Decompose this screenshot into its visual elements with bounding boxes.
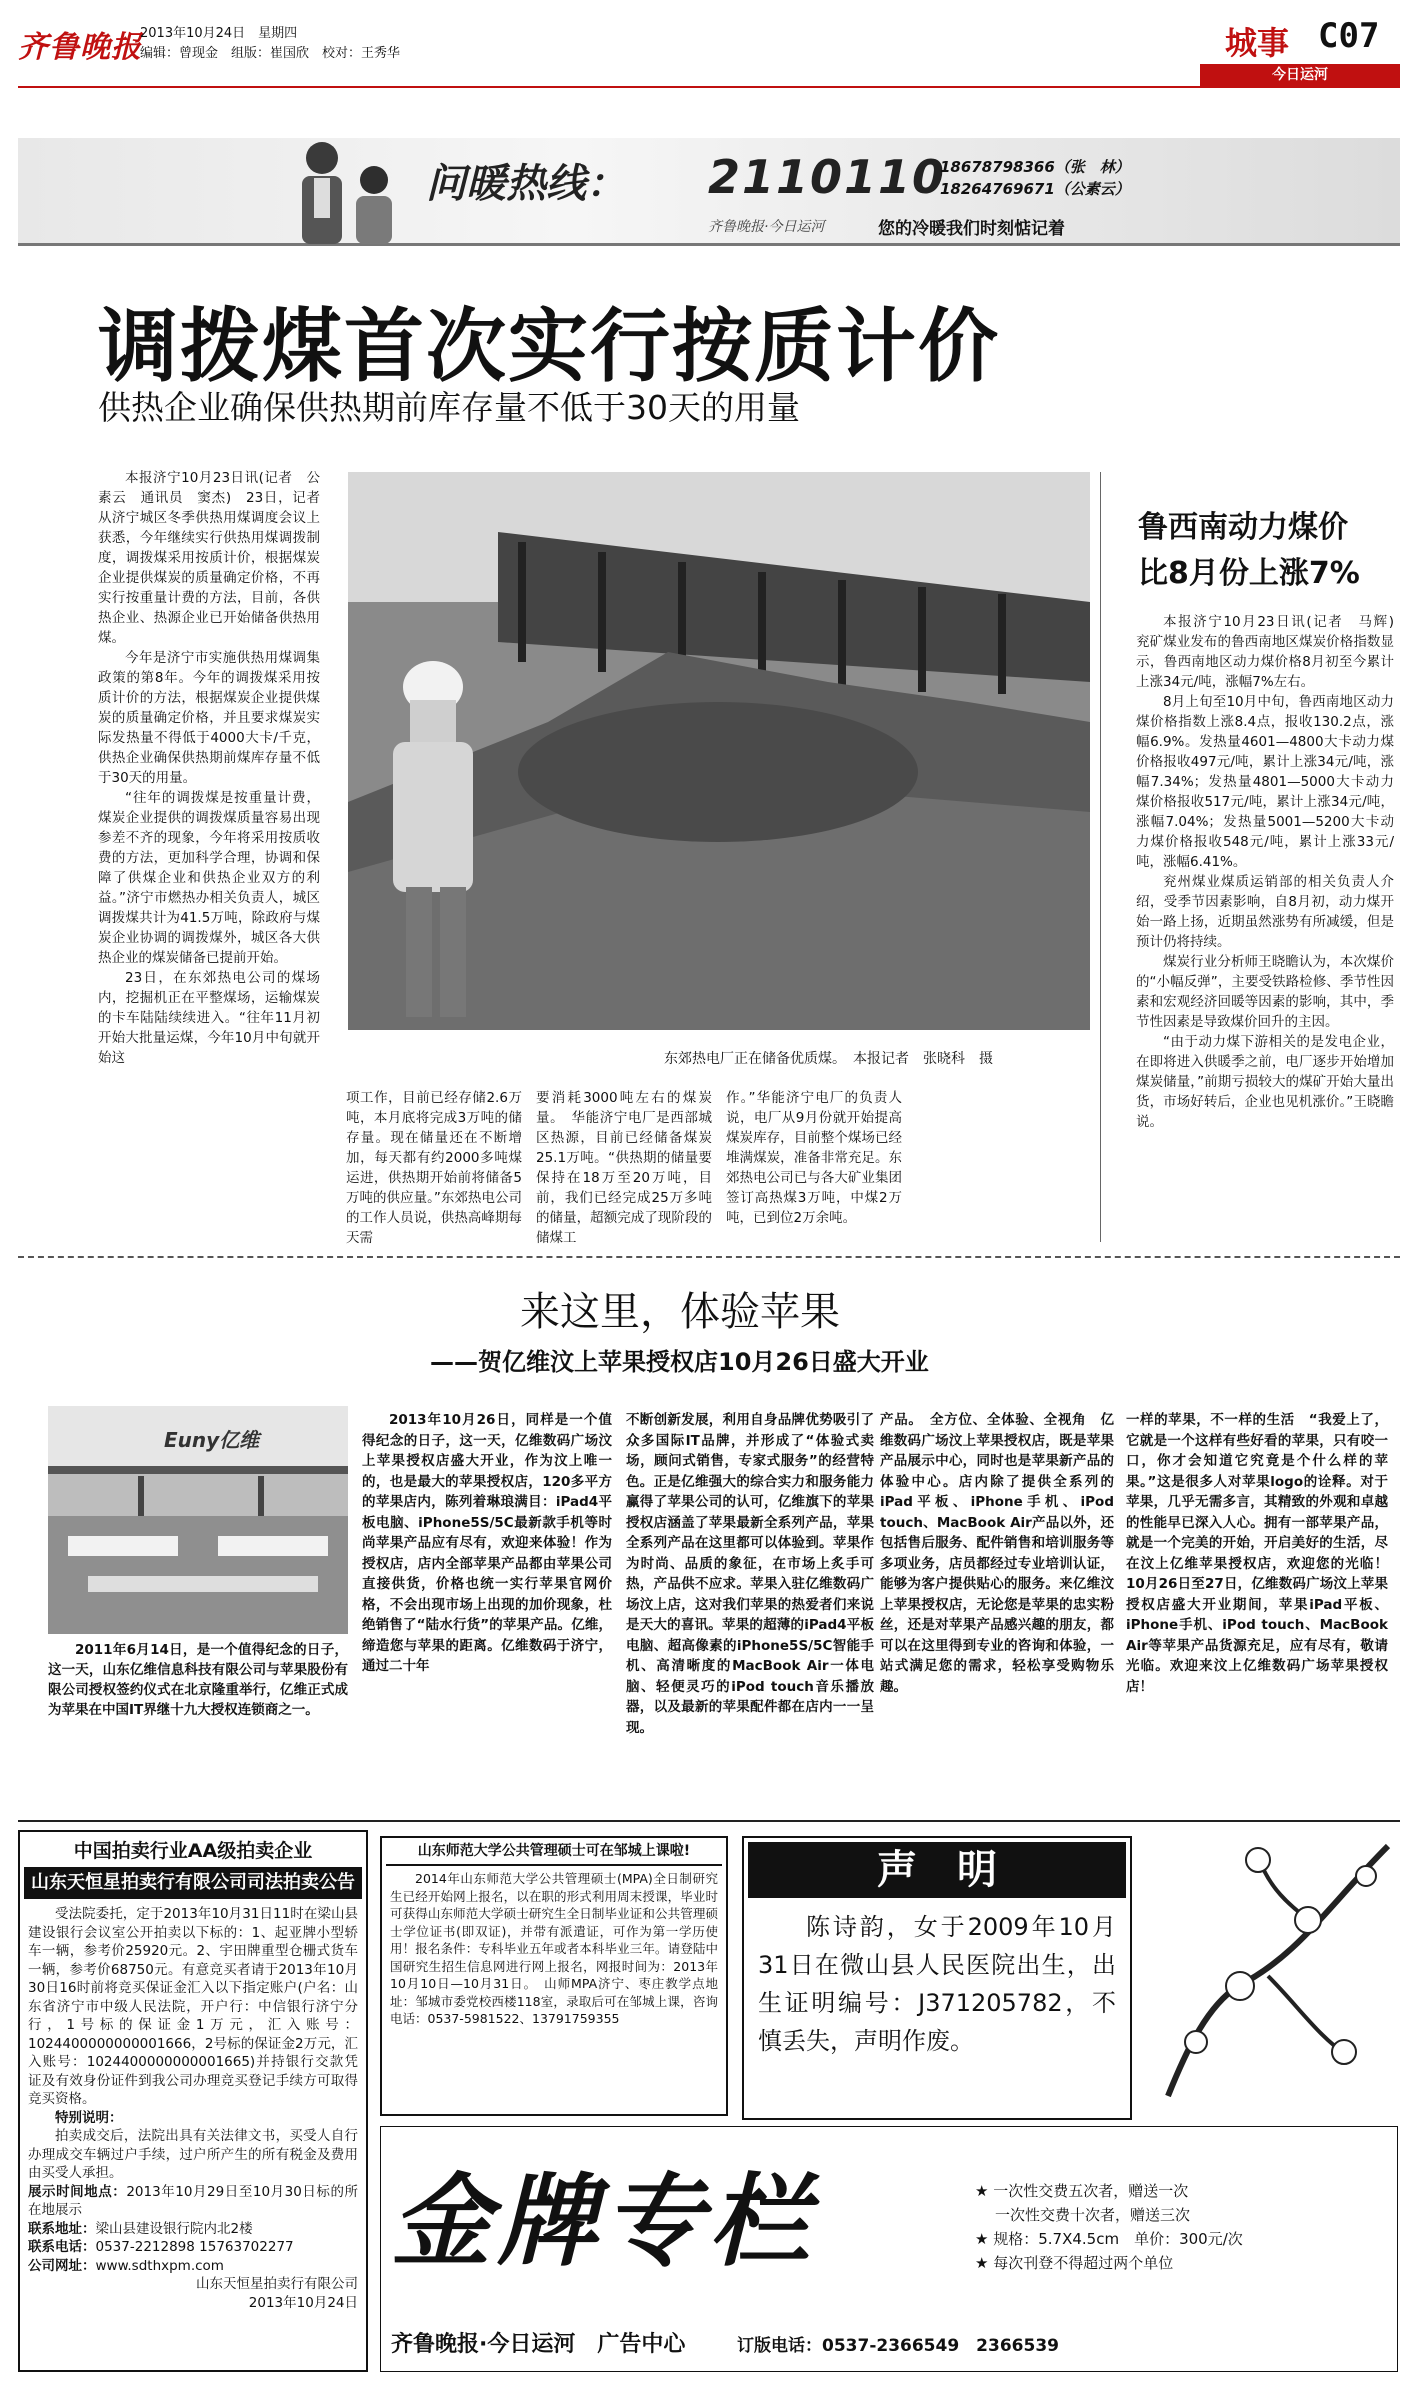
main-article-p1: 本报济宁10月23日讯(记者 公素云 通讯员 窦杰) 23日，记者从济宁城区冬季供热用煤调度会议上获悉，今年继续实行供热用煤调拨制度，调拨煤采用按质计价，根据煤炭企业提供煤炭的质量确定价格，不再实行按重量计费的方法，目前，各供热企业、热源企业已开始储备供热用煤。 (98, 470, 320, 646)
sub-section-label: 今日运河 (1272, 67, 1328, 83)
reporters-photo (276, 132, 416, 244)
masthead-rule (18, 86, 1400, 88)
apple-ad-col2: 不断创新发展，利用自身品牌优势吸引了众多国际IT品牌，并形成了“体验式卖场，顾问式销售，专家式服务”的经营特色。正是亿维强大的综合实力和服务能力赢得了苹果公司的认可，亿维旗下的苹果授权店涵盖了苹果最新全系列产品，苹果全系列产品在这里都可以体验到。苹果作为时尚、品质的象征，在市场上炙手可热，产品供不应求。苹果入驻亿维数码广场汶上店，这对我们苹果的热爱者们来说是天大的喜讯。苹果的超薄的iPad4平板电脑、超高像素的iPhone5S/5C智能手机、高清晰度的MacBook Air一体电脑、轻便灵巧的iPod touch音乐播放器，以及最新的苹果配件都在店内一一呈现。 (626, 1412, 874, 1736)
hotline-title: 问暖热线： (426, 161, 626, 207)
mpa-box (380, 1836, 728, 2116)
mpa-title: 山东师范大学公共管理硕士可在邹城上课啦! (386, 1838, 722, 1866)
section-divider-1 (18, 1256, 1400, 1258)
notice-title: 声 明 (748, 1842, 1126, 1898)
section-name: 城事 (1225, 24, 1290, 62)
auction-sign-date: 2013年10月24日 (248, 2294, 358, 2311)
main-headline: 调拨煤首次实行按质计价 (98, 300, 1000, 393)
side-article-p5: “由于动力煤下游相关的是发电企业，在即将进入供暖季之前，电厂逐步开始增加煤炭储量，”前期亏损较大的煤矿开始大量出货，市场好转后，企业也见机涨价。”王晓瞻说。 (1136, 1034, 1394, 1130)
auction-show: 2013年10月29日至10月30日标的所在地展示 (28, 2183, 358, 2218)
apple-ad-title: 来这里，体验苹果 (520, 1289, 840, 1335)
auction-body: 受法院委托，定于2013年10月31日11时在梁山县建设银行会议室公开拍卖以下标的：1、起亚牌小型轿车一辆，参考价25920元。2、宇田牌重型仓栅式货车一辆，参考价68750元。有意竞买者请于2013年10月30日16时前将竞买保证金汇入以下指定账户(户名：山东省济宁市中级人民法院，开户行：中信银行济宁分行，1号标的保证金1万元，汇入账号：1024400000000001666，2号标的保证金2万元，汇入账号：1024400000000001665)并持银行交款凭证及有效身份证件到我公司办理竞买登记手续方可取得竞买资格。 (28, 1906, 358, 2107)
main-article-col1 (98, 468, 320, 1068)
auction-sign: 山东天恒星拍卖行有限公司 (196, 2276, 358, 2292)
star-icon: ★ (975, 2230, 994, 2248)
coal-yard-photo (348, 472, 1090, 1030)
main-article-p3: “往年的调拨煤是按重量计费，煤炭企业提供的调拨煤质量容易出现参差不齐的现象，今年将采用按质收费的方法，更加科学合理，协调和保障了供煤企业和供热企业双方的利益。”济宁市燃热办相关负责人，城区调拨煤共计为41.5万吨，除政府与煤炭企业协调的调拨煤外，城区各大供热企业的煤炭储备已提前开始。 (98, 790, 320, 966)
gold-ad-footer: 齐鲁晚报·今日运河 广告中心 (391, 2332, 686, 2357)
auction-web-label: 公司网址： (28, 2257, 96, 2274)
plum-blossom-decoration (1148, 1836, 1398, 2116)
page-number: C07 (1318, 16, 1380, 56)
notice-box (742, 1836, 1132, 2120)
mpa-body: 2014年山东师范大学公共管理硕士(MPA)全日制研究生已经开始网上报名，以在职的形式利用周末授课，毕业时可获得山东师范大学硕士研究生全日制毕业证和公共管理硕士学位证书(即双证)，并带有派遣证，可作为第一学历使用！报名条件：专科毕业五年或者本科毕业三年。请登陆中国研究生招生信息网进行网上报名，网报时间为：2013年10月10日—10月31日。 山师MPA济宁、枣庄教学点地址：邹城市委党校西楼118室，录取后可在邹城上课，咨询电话：0537-5981522、13791759355 (390, 1871, 718, 2026)
auction-box (18, 1830, 368, 2372)
store-sign: Euny亿维 (164, 1428, 260, 1452)
gold-ad-item: 一次性交费十次者，赠送三次 (995, 2206, 1191, 2224)
auction-special-label: 特别说明： (55, 2109, 123, 2126)
main-article-col4: 作。”华能济宁电厂的负责人说，电厂从9月份就开始提高煤炭库存，目前整个煤场已经堆满煤炭，准备非常充足。东郊热电公司已与各大矿业集团签订高热煤3万吨，中煤2万吨，已到位2万余吨。 (726, 1090, 902, 1226)
star-icon: ★ (975, 2254, 994, 2272)
side-rule (1100, 472, 1101, 1242)
sub-section-tab (1200, 64, 1400, 86)
gold-ad-item: ★ 规格：5.7X4.5cm 单价：300元/次 (975, 2230, 1243, 2248)
auction-tel-label: 联系电话： (28, 2239, 96, 2255)
newspaper-logo: 齐鲁晚报 (18, 30, 142, 65)
auction-special: 拍卖成交后，法院出具有关法律文书，买受人自行办理成交车辆过户手续，过户所产生的所有税金及费用由买受人承担。 (28, 2128, 358, 2181)
hotline-brand: 齐鲁晚报·今日运河 (708, 219, 825, 235)
apple-ad-col1: 2013年10月26日，同样是一个值得纪念的日子，这一天，亿维数码广场汶上苹果授权店盛大开业，作为汶上唯一的，也是最大的苹果授权店，120多平方的苹果店内，陈列着琳琅满目：iPad4平板电脑、iPhone5S/5C最新款手机等时尚苹果产品应有尽有，欢迎来体验！作为授权店，店内全部苹果产品都由苹果公司直接供货，价格也统一实行苹果官网价格，不会出现市场上出现的加价现象，杜绝销售了“陆水行货”的苹果产品。亿维，缔造您与苹果的距离。亿维数码于济宁，通过二十年 (362, 1412, 612, 1674)
gold-ad-item: ★ 一次性交费五次者，赠送一次 (975, 2182, 1189, 2200)
auction-web[interactable]: www.sdthxpm.com (95, 2257, 224, 2274)
photo-caption: 东郊热电厂正在储备优质煤。 本报记者 张晓科 摄 (664, 1051, 993, 1067)
auction-show-label: 展示时间地点： (28, 2183, 127, 2200)
auction-tel: 0537-2212898 15763702277 (95, 2239, 294, 2255)
hotline-contact-2: 18264769671（公素云） (940, 180, 1130, 198)
side-article-p4: 煤炭行业分析师王晓瞻认为，本次煤价的“小幅反弹”，主要受铁路检修、季节性因素和宏观经济回暖等因素的影响，其中，季节性因素是导致煤价回升的主因。 (1136, 954, 1394, 1030)
main-article-p2: 今年是济宁市实施供热用煤调集政策的第8年。今年的调拨煤采用按质计价的方法，根据煤炭企业提供煤炭的质量确定价格，并且要求煤炭实际发热量不得低于4000大卡/千克，供热企业确保供热期前煤库存量不低于30天的用量。 (98, 650, 320, 786)
gold-ad-item-list (975, 2179, 1375, 2275)
side-article-p2: 8月上旬至10月中旬，鲁西南地区动力煤价格指数上涨8.4点，报收130.2点，涨幅6.9%。发热量4601—4800大卡动力煤价格报收497元/吨，累计上涨34元/吨，涨幅7.34%；发热量4801—5000大卡动力煤价格报收517元/吨，累计上涨34元/吨，涨幅7.04%；发热量5001—5200大卡动力煤价格报收548元/吨，累计上涨33元/吨，涨幅6.41%。 (1136, 694, 1394, 870)
main-article-col2: 项工作，目前已经存储2.6万吨，本月底将完成3万吨的储存量。现在储量还在不断增加，每天都有约2000多吨煤运进，供热期开始前将储备5万吨的供应量。”东郊热电公司的工作人员说，供热高峰期每天需 (346, 1090, 522, 1246)
hotline-banner (18, 138, 1400, 246)
side-article-body (1136, 612, 1408, 1132)
side-article-p1: 本报济宁10月23日讯(记者 马辉) 兖矿煤业发布的鲁西南地区煤炭价格指数显示，鲁西南地区动力煤价格8月初至今累计上涨34元/吨，涨幅7%左右。 (1136, 614, 1408, 690)
star-icon: ★ (975, 2182, 994, 2200)
side-headline-2: 比8月份上涨7% (1138, 556, 1360, 591)
hotline-contact-1: 18678798366（张 林） (940, 158, 1130, 176)
section-divider-2 (18, 1820, 1400, 1822)
auction-header: 中国拍卖行业AA级拍卖企业 (73, 1840, 313, 1862)
gold-ad-title: 金牌专栏 (391, 2162, 815, 2280)
hotline-slogan: 您的冷暖我们时刻惦记着 (878, 219, 1065, 239)
auction-title: 山东天恒星拍卖行有限公司司法拍卖公告 (24, 1867, 362, 1899)
main-article-col3: 要消耗3000吨左右的煤炭量。 华能济宁电厂是西部城区热源，目前已经储备煤炭25.1万吨。“供热期的储量要保持在18万至20万吨，目前，我们已经完成25万多吨的储量，超额完成了现阶段的储煤工 (536, 1090, 712, 1246)
side-headline-1: 鲁西南动力煤价 (1138, 510, 1348, 545)
main-subhead: 供热企业确保供热期前库存量不低于30天的用量 (98, 388, 800, 427)
auction-addr-label: 联系地址： (28, 2220, 96, 2237)
notice-body: 陈诗韵，女于2009年10月31日在微山县人民医院出生，出生证明编号：J371205782，不慎丢失，声明作废。 (758, 1913, 1116, 2055)
date-line: 2013年10月24日 星期四 (140, 26, 298, 41)
editors-line: 编辑：曾现金 组版：崔国欣 校对：王秀华 (140, 46, 401, 61)
auction-addr: 梁山县建设银行院内北2楼 (95, 2220, 253, 2237)
apple-ad-col3: 产品。 全方位、全体验、全视角 亿维数码广场汶上苹果授权店，既是苹果产品展示中心，同时也是苹果新产品的体验中心。店内除了提供全系列的iPad平板、iPhone手机、iPod touch、MacBook Air产品以外，还包括售后服务、配件销售和培训服务等多项业务，店员都经过专业培训认证，能够为客户提供贴心的服务。来亿维汶上苹果授权店，无论您是苹果的忠实粉丝，还是对苹果产品感兴趣的朋友，都可以在这里得到专业的咨询和体验，一站式满足您的需求，轻松享受购物乐趣。 (880, 1412, 1114, 1695)
apple-ad-col4: 一样的苹果，不一样的生活 “我爱上了，它就是一个这样有些好看的苹果，只有咬一口，你才会知道它究竟是个什么样的苹果。”这是很多人对苹果logo的诠释。对于苹果，几乎无需多言，其精致的外观和卓越的性能早已深入人心。拥有一部苹果产品，就是一个完美的开始，开启美好的生活，尽在汶上亿维苹果授权店，欢迎您的光临！ 10月26日至27日，亿维数码广场汶上苹果授权店盛大开业期间，苹果iPad平板、iPhone手机、iPod touch、MacBook Air等苹果产品货源充足，应有尽有，敬请光临。欢迎来汶上亿维数码广场苹果授权店！ (1126, 1412, 1402, 1695)
side-article-p3: 兖州煤业煤质运销部的相关负责人介绍，受季节因素影响，自8月初，动力煤开始一路上扬，近期虽然涨势有所减缓，但是预计仍将持续。 (1136, 874, 1394, 950)
gold-ad-item: ★ 每次刊登不得超过两个单位 (975, 2254, 1174, 2272)
hotline-number: 2110110 (708, 150, 947, 204)
apple-ad-subtitle: ——贺亿维汶上苹果授权店10月26日盛大开业 (430, 1348, 929, 1376)
main-article-p4: 23日，在东郊热电公司的煤场内，挖掘机正在平整煤场，运输煤炭的卡车陆陆续续进入。“往年11月初开始大批量运煤，今年10月中旬就开始这 (98, 970, 320, 1066)
store-photo-caption: 2011年6月14日，是一个值得纪念的日子，这一天，山东亿维信息科技有限公司与苹果股份有限公司授权签约仪式在北京隆重举行，亿维正式成为苹果在中国IT界继十九大授权连锁商之一。 (48, 1642, 348, 1718)
gold-ad-box (380, 2126, 1398, 2372)
store-photo (48, 1406, 348, 1634)
gold-ad-phone: 订版电话：0537-2366549 2366539 (737, 2336, 1059, 2356)
